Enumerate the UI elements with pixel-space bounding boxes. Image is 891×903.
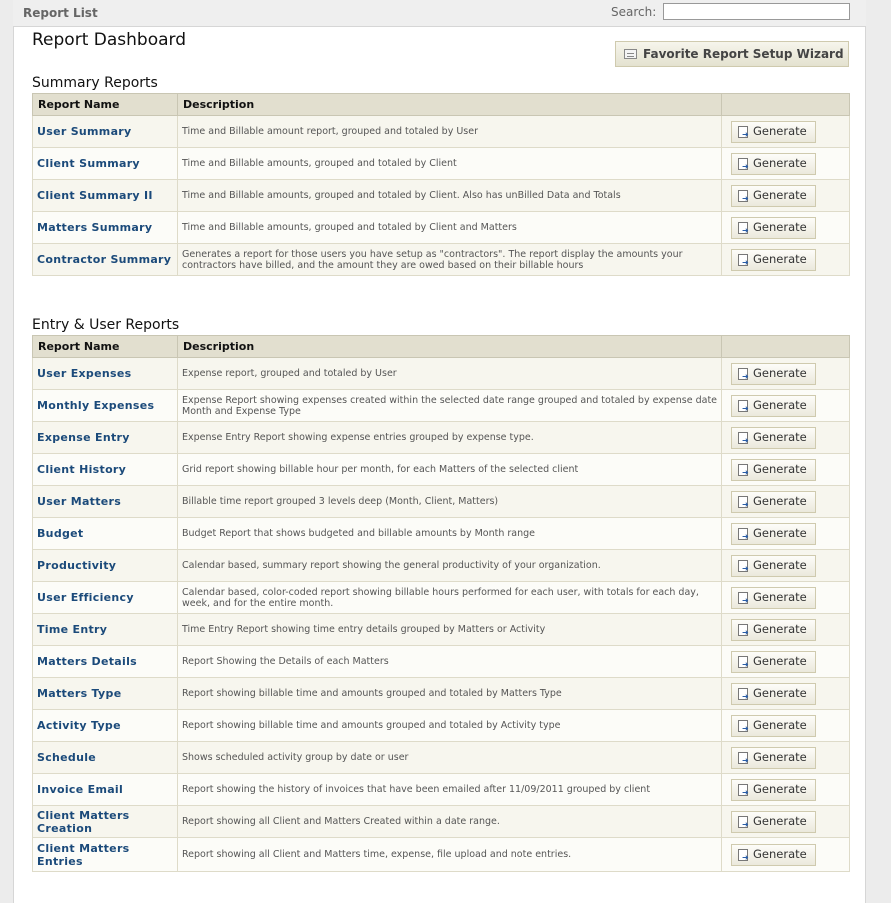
document-arrow-icon <box>738 158 748 170</box>
document-arrow-icon <box>738 368 748 380</box>
report-name-link[interactable]: Client History <box>33 454 178 486</box>
action-cell <box>722 582 850 614</box>
action-cell <box>722 550 850 582</box>
generate-button-label: Generate <box>753 782 807 796</box>
generate-button[interactable] <box>731 153 816 175</box>
document-arrow-icon <box>738 816 748 828</box>
wizard-icon <box>624 49 637 59</box>
report-description: Time and Billable amounts, grouped and totaled by Client and Matters <box>178 212 722 244</box>
action-cell <box>722 838 850 872</box>
document-arrow-icon <box>738 849 748 861</box>
generate-button[interactable] <box>731 587 816 609</box>
summary-reports-table <box>32 93 850 276</box>
report-name-link[interactable]: Schedule <box>33 742 178 774</box>
table-row <box>33 646 850 678</box>
generate-button-label: Generate <box>753 654 807 668</box>
action-cell <box>722 678 850 710</box>
report-description: Billable time report grouped 3 levels deep (Month, Client, Matters) <box>178 486 722 518</box>
table-row <box>33 710 850 742</box>
report-name-link[interactable]: Client Summary II <box>33 180 178 212</box>
report-name-link[interactable]: User Summary <box>33 116 178 148</box>
action-cell <box>722 390 850 422</box>
report-name-link[interactable]: Time Entry <box>33 614 178 646</box>
generate-button-label: Generate <box>753 590 807 604</box>
report-description: Expense report, grouped and totaled by User <box>178 358 722 390</box>
entry-user-reports-title: Entry & User Reports <box>32 317 180 333</box>
report-name-link[interactable]: User Expenses <box>33 358 178 390</box>
document-arrow-icon <box>738 624 748 636</box>
table-row <box>33 212 850 244</box>
action-cell <box>722 180 850 212</box>
generate-button-label: Generate <box>753 686 807 700</box>
table-row <box>33 390 850 422</box>
document-arrow-icon <box>738 222 748 234</box>
generate-button-label: Generate <box>753 462 807 476</box>
document-arrow-icon <box>738 464 748 476</box>
generate-button[interactable] <box>731 811 816 833</box>
document-arrow-icon <box>738 784 748 796</box>
table-row <box>33 806 850 838</box>
action-cell <box>722 116 850 148</box>
action-cell <box>722 212 850 244</box>
generate-button-label: Generate <box>753 124 807 138</box>
generate-button[interactable] <box>731 779 816 801</box>
report-description: Calendar based, summary report showing the general productivity of your organization. <box>178 550 722 582</box>
report-name-link[interactable]: Contractor Summary <box>33 244 178 276</box>
column-header-report-name: Report Name <box>33 94 178 116</box>
table-header-row <box>33 336 850 358</box>
wizard-button-label: Favorite Report Setup Wizard <box>643 47 844 61</box>
report-description: Report showing all Client and Matters time, expense, file upload and note entries. <box>178 838 722 872</box>
action-cell <box>722 358 850 390</box>
column-header-report-name: Report Name <box>33 336 178 358</box>
generate-button-label: Generate <box>753 430 807 444</box>
top-bar <box>13 0 866 27</box>
generate-button[interactable] <box>731 555 816 577</box>
action-cell <box>722 518 850 550</box>
action-cell <box>722 742 850 774</box>
report-description: Expense Report showing expenses created within the selected date range grouped and totaled by expense date Month and Expense Type <box>178 390 722 422</box>
generate-button[interactable] <box>731 683 816 705</box>
generate-button-label: Generate <box>753 252 807 266</box>
document-arrow-icon <box>738 126 748 138</box>
table-row <box>33 180 850 212</box>
action-cell <box>722 454 850 486</box>
generate-button[interactable] <box>731 395 816 417</box>
action-cell <box>722 646 850 678</box>
generate-button-label: Generate <box>753 220 807 234</box>
document-arrow-icon <box>738 254 748 266</box>
summary-reports-title: Summary Reports <box>32 75 158 91</box>
generate-button[interactable] <box>731 523 816 545</box>
report-description: Budget Report that shows budgeted and billable amounts by Month range <box>178 518 722 550</box>
report-description: Calendar based, color-coded report showing billable hours performed for each user, with totals for each day, week, and for the entire month. <box>178 582 722 614</box>
action-cell <box>722 774 850 806</box>
generate-button-label: Generate <box>753 750 807 764</box>
report-description: Expense Entry Report showing expense entries grouped by expense type. <box>178 422 722 454</box>
report-name-link[interactable]: Matters Details <box>33 646 178 678</box>
report-name-link[interactable]: User Matters <box>33 486 178 518</box>
table-row <box>33 116 850 148</box>
generate-button-label: Generate <box>753 188 807 202</box>
report-description: Report showing the history of invoices that have been emailed after 11/09/2011 grouped by client <box>178 774 722 806</box>
report-description: Generates a report for those users you have setup as "contractors". The report display the amounts your contractors have billed, and the amount they are owed based on their billable hours <box>178 244 722 276</box>
search-label: Search: <box>611 5 657 19</box>
action-cell <box>722 614 850 646</box>
table-row <box>33 244 850 276</box>
document-arrow-icon <box>738 560 748 572</box>
generate-button[interactable] <box>731 363 816 385</box>
table-row <box>33 518 850 550</box>
table-row <box>33 486 850 518</box>
generate-button-label: Generate <box>753 718 807 732</box>
table-row <box>33 678 850 710</box>
entry-user-reports-table <box>32 335 850 872</box>
generate-button[interactable] <box>731 121 816 143</box>
action-cell <box>722 710 850 742</box>
generate-button-label: Generate <box>753 814 807 828</box>
table-row <box>33 422 850 454</box>
document-arrow-icon <box>738 656 748 668</box>
generate-button[interactable] <box>731 217 816 239</box>
action-cell <box>722 244 850 276</box>
column-header-action <box>722 336 850 358</box>
document-arrow-icon <box>738 432 748 444</box>
report-name-link[interactable]: Monthly Expenses <box>33 390 178 422</box>
report-description: Time and Billable amounts, grouped and totaled by Client. Also has unBilled Data and Totals <box>178 180 722 212</box>
action-cell <box>722 148 850 180</box>
generate-button-label: Generate <box>753 366 807 380</box>
generate-button[interactable] <box>731 491 816 513</box>
column-header-action <box>722 94 850 116</box>
report-dashboard-panel <box>13 27 866 903</box>
report-name-link[interactable]: Productivity <box>33 550 178 582</box>
column-header-description: Description <box>178 94 722 116</box>
document-arrow-icon <box>738 400 748 412</box>
document-arrow-icon <box>738 528 748 540</box>
generate-button-label: Generate <box>753 526 807 540</box>
report-description: Time and Billable amount report, grouped and totaled by User <box>178 116 722 148</box>
generate-button[interactable] <box>731 715 816 737</box>
table-row <box>33 838 850 872</box>
action-cell <box>722 806 850 838</box>
report-description: Grid report showing billable hour per month, for each Matters of the selected client <box>178 454 722 486</box>
generate-button-label: Generate <box>753 156 807 170</box>
generate-button[interactable] <box>731 249 816 271</box>
favorite-report-wizard-button[interactable] <box>615 41 849 67</box>
document-arrow-icon <box>738 752 748 764</box>
report-name-link[interactable]: Matters Summary <box>33 212 178 244</box>
report-name-link[interactable]: Client Matters Creation <box>33 806 178 838</box>
report-name-link[interactable]: Matters Type <box>33 678 178 710</box>
report-description: Report showing all Client and Matters Created within a date range. <box>178 806 722 838</box>
report-name-link[interactable]: Invoice Email <box>33 774 178 806</box>
report-name-link[interactable]: Budget <box>33 518 178 550</box>
report-description: Time and Billable amounts, grouped and totaled by Client <box>178 148 722 180</box>
table-row <box>33 582 850 614</box>
column-header-description: Description <box>178 336 722 358</box>
generate-button-label: Generate <box>753 558 807 572</box>
generate-button[interactable] <box>731 747 816 769</box>
document-arrow-icon <box>738 190 748 202</box>
search-input[interactable] <box>663 3 850 20</box>
generate-button[interactable] <box>731 651 816 673</box>
table-row <box>33 614 850 646</box>
table-row <box>33 148 850 180</box>
report-description: Time Entry Report showing time entry details grouped by Matters or Activity <box>178 614 722 646</box>
table-row <box>33 550 850 582</box>
table-row <box>33 742 850 774</box>
action-cell <box>722 486 850 518</box>
document-arrow-icon <box>738 688 748 700</box>
table-row <box>33 454 850 486</box>
generate-button[interactable] <box>731 619 816 641</box>
generate-button-label: Generate <box>753 398 807 412</box>
dashboard-title: Report Dashboard <box>32 30 186 50</box>
table-row <box>33 774 850 806</box>
report-description: Report Showing the Details of each Matters <box>178 646 722 678</box>
page-title: Report List <box>23 6 98 20</box>
document-arrow-icon <box>738 592 748 604</box>
report-description: Report showing billable time and amounts grouped and totaled by Activity type <box>178 710 722 742</box>
generate-button-label: Generate <box>753 847 807 861</box>
report-description: Shows scheduled activity group by date or user <box>178 742 722 774</box>
generate-button-label: Generate <box>753 494 807 508</box>
report-name-link[interactable]: Expense Entry <box>33 422 178 454</box>
table-header-row <box>33 94 850 116</box>
document-arrow-icon <box>738 496 748 508</box>
generate-button[interactable] <box>731 459 816 481</box>
action-cell <box>722 422 850 454</box>
generate-button-label: Generate <box>753 622 807 636</box>
report-name-link[interactable]: Activity Type <box>33 710 178 742</box>
document-arrow-icon <box>738 720 748 732</box>
generate-button[interactable] <box>731 427 816 449</box>
generate-button[interactable] <box>731 185 816 207</box>
report-name-link[interactable]: User Efficiency <box>33 582 178 614</box>
generate-button[interactable] <box>731 844 816 866</box>
report-name-link[interactable]: Client Matters Entries <box>33 838 178 872</box>
table-row <box>33 358 850 390</box>
report-name-link[interactable]: Client Summary <box>33 148 178 180</box>
report-description: Report showing billable time and amounts grouped and totaled by Matters Type <box>178 678 722 710</box>
